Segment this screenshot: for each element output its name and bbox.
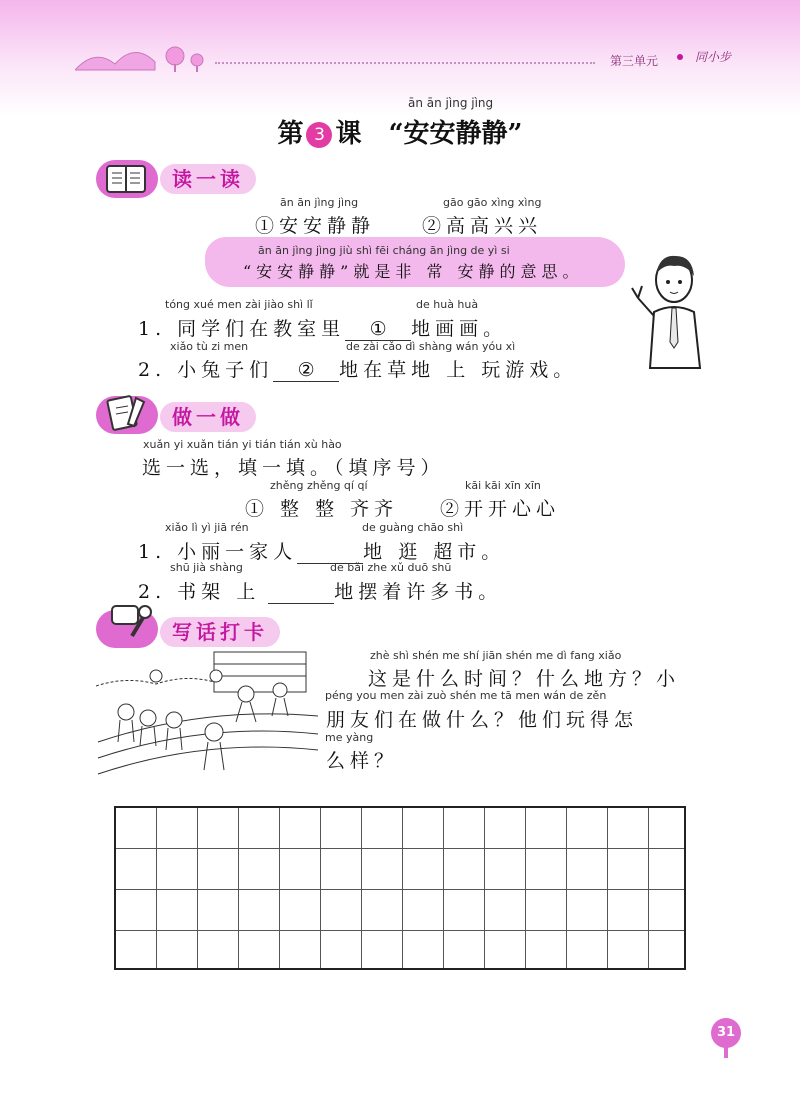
brand-logo: 同小步 <box>695 50 732 64</box>
do-option2-pinyin: kāi kāi xīn xīn <box>465 479 541 492</box>
do-q1-text-b: 地 逛 超市。 <box>363 541 506 563</box>
do-option2: ②开开心心 <box>440 498 561 520</box>
read-option2: ②高高兴兴 <box>422 215 543 237</box>
write-section-label: 写话打卡 <box>160 617 280 647</box>
do-instruction: 选一选，填一填。（填序号） <box>142 457 445 479</box>
kids-playing-illustration <box>96 646 320 782</box>
read-q2-blank[interactable]: ② <box>273 359 339 382</box>
do-q1-text-a: 1. 小丽一家人 <box>138 541 298 563</box>
do-section-label: 做一做 <box>160 402 256 432</box>
teacher-illustration <box>628 250 714 370</box>
do-q2-text-b: 地摆着许多书。 <box>334 581 503 603</box>
header-dotted-line <box>215 62 595 64</box>
read-q1-pinyin-b: de huà huà <box>416 298 479 311</box>
do-q1-pinyin-b: de guàng chāo shì <box>362 521 464 534</box>
write-line3-pinyin: me yàng <box>325 731 374 744</box>
writing-grid[interactable] <box>114 806 686 970</box>
do-q2-pinyin-a: shū jià shàng <box>170 561 243 574</box>
do-q2-text-a: 2. 书架 上 <box>138 581 261 603</box>
do-q1-pinyin-a: xiǎo lì yì jiā rén <box>165 521 249 534</box>
title-pinyin: ān ān jìng jìng <box>408 96 494 110</box>
read-q2-pinyin-a: xiǎo tù zi men <box>170 340 249 353</box>
read-q1-text-a: 1. 同学们在教室里 <box>138 318 346 340</box>
title-prefix: 第 <box>277 119 304 149</box>
do-option1: ① 整 整 齐齐 <box>245 498 399 520</box>
bullet-dot <box>677 54 683 60</box>
read-question-2 <box>138 355 577 382</box>
read-q2-text-b: 地在草地 上 玩游戏。 <box>339 359 578 381</box>
do-q2-blank[interactable] <box>268 581 334 604</box>
read-q2-text-a: 2. 小兔子们 <box>138 359 274 381</box>
read-q1-pinyin-a: tóng xué men zài jiào shì lǐ <box>165 298 313 311</box>
read-q1-text-b: 地画画。 <box>411 318 508 340</box>
write-line1-pinyin: zhè shì shén me shí jiān shén me dì fang xiǎo <box>370 649 622 662</box>
title-lesson: 课 <box>335 119 362 149</box>
write-line2: 朋友们在做什么？他们玩得怎 <box>326 709 639 731</box>
read-section-label: 读一读 <box>160 164 256 194</box>
bubble-text: “安安静静”就是非 常 安静的意思。 <box>243 262 584 281</box>
unit-label: 第三单元 <box>610 54 659 68</box>
do-question-2 <box>138 577 502 604</box>
read-option1-pinyin: ān ān jìng jìng <box>280 196 359 209</box>
page-number: 31 <box>711 1018 741 1048</box>
do-question-1 <box>138 537 505 564</box>
read-q1-blank[interactable]: ① <box>345 318 411 341</box>
read-option1: ①安安静静 <box>255 215 376 237</box>
do-instruction-pinyin: xuǎn yi xuǎn tián yi tián tián xù hào <box>143 438 342 451</box>
write-line3: 么样？ <box>326 750 399 772</box>
write-line2-pinyin: péng you men zài zuò shén me tā men wán de zěn <box>325 689 607 702</box>
read-q2-pinyin-b: de zài cǎo dì shàng wán yóu xì <box>346 340 516 353</box>
bubble-pinyin: ān ān jìng jìng jiù shì fēi cháng ān jìng de yì si <box>258 244 510 257</box>
microphone-icon <box>108 600 154 644</box>
read-option2-pinyin: gāo gāo xìng xìng <box>443 196 542 209</box>
write-line1: 这是什么时间？什么地方？小 <box>368 668 681 690</box>
read-question-1 <box>138 314 507 341</box>
do-q2-pinyin-b: de bǎi zhe xǔ duō shū <box>330 561 452 574</box>
lesson-title <box>0 113 800 150</box>
landscape-icon <box>75 38 225 74</box>
do-option1-pinyin: zhěng zhěng qí qí <box>270 479 368 492</box>
title-word: “安安静静” <box>388 119 523 149</box>
lesson-number: 3 <box>306 122 332 148</box>
page-number-stem <box>724 1046 728 1058</box>
notebook-icon <box>104 392 150 432</box>
book-icon <box>104 162 150 196</box>
